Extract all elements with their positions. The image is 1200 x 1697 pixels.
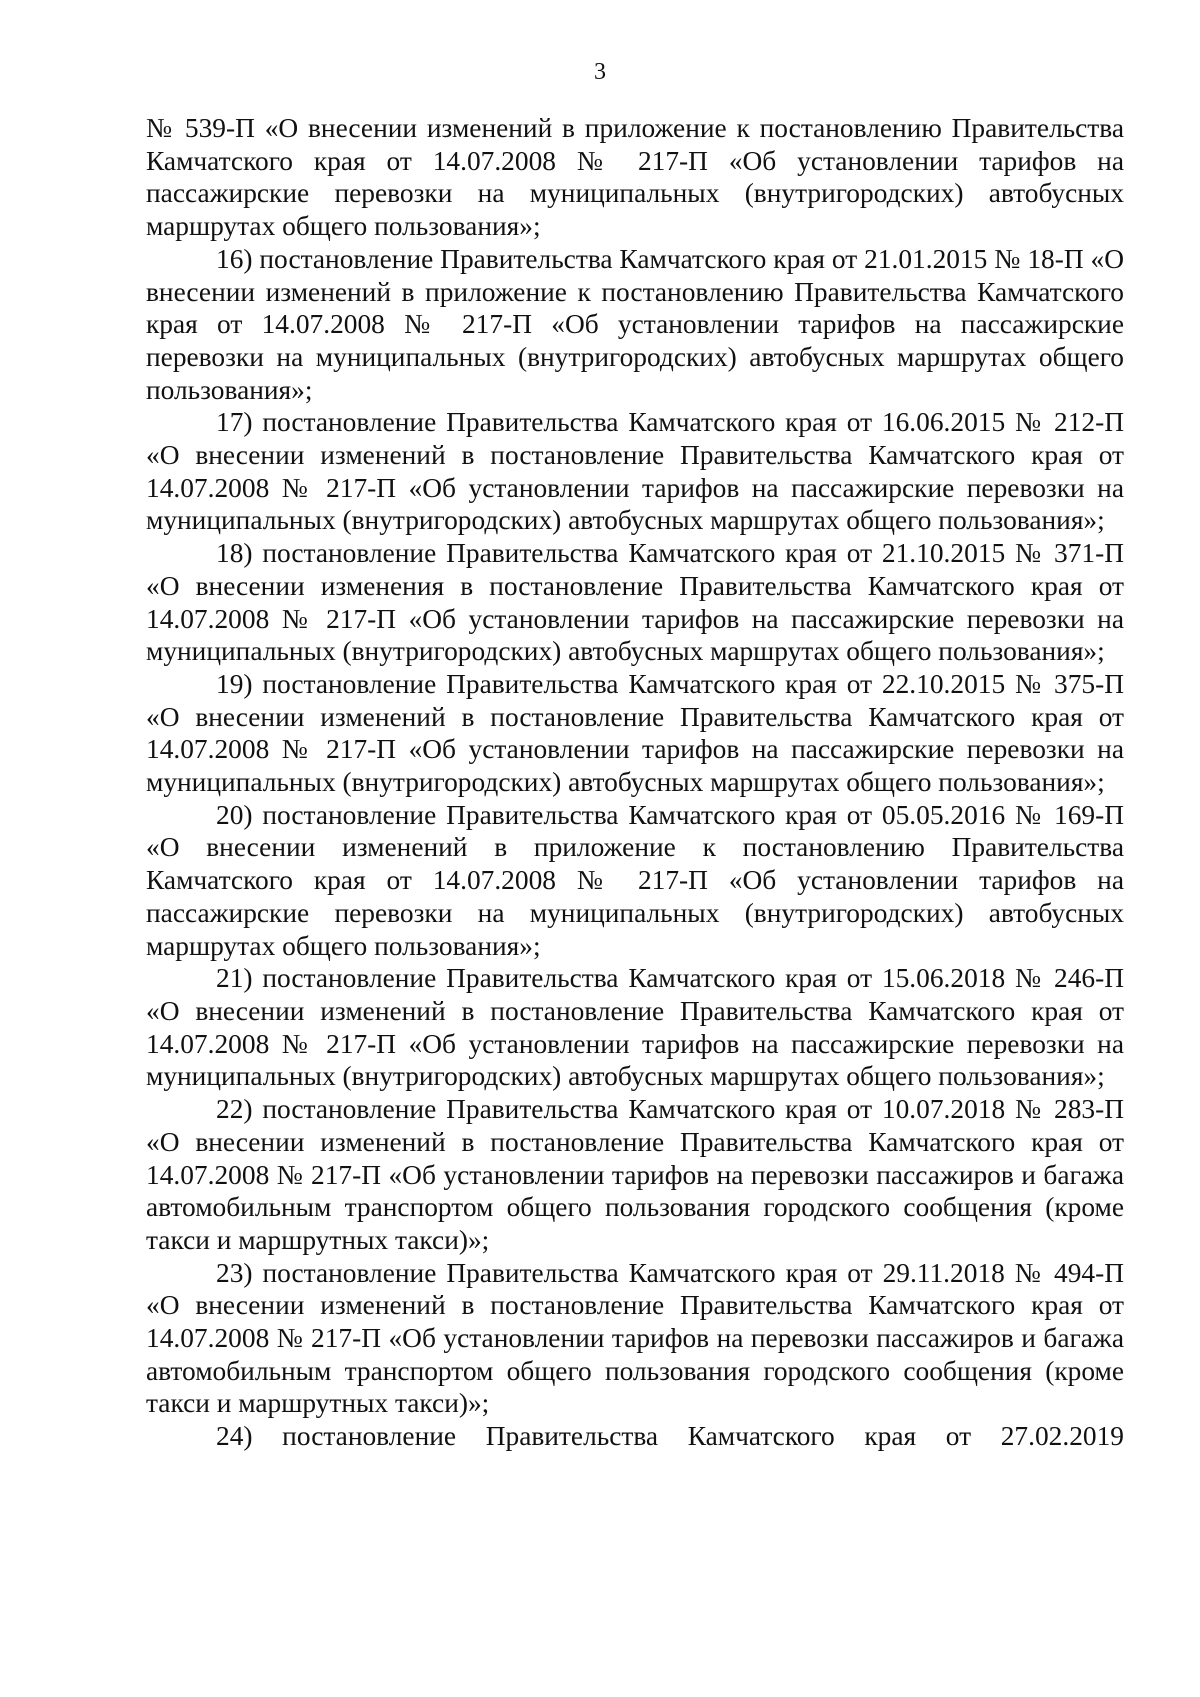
list-item: 23) постановление Правительства Камчатского края от 29.11.2018 № 494-П «О внесении изменений в постановление Правительства Камчатского края от 14.07.2008 № 217-П «Об установлении тарифов на перевозки пассажиров и багажа автомобильным транспортом общего пользования городского сообщения (кроме такси и маршрутных такси)»; — [146, 1257, 1124, 1419]
paragraph: № 539-П «О внесении изменений в приложение к постановлению Правительства Камчатского края от 14.07.2008 № 217-П «Об установлении тарифов на пассажирские перевозки на муниципальных (внутригородских) автобусных маршрутах общего пользования»; — [146, 113, 1124, 242]
list-item: 17) постановление Правительства Камчатского края от 16.06.2015 № 212-П «О внесении изменений в постановление Правительства Камчатского края от 14.07.2008 № 217-П «Об установлении тарифов на пассажирские перевозки на муниципальных (внутригородских) автобусных маршрутах общего пользования»; — [146, 407, 1124, 536]
document-body — [146, 112, 1124, 1453]
list-item: 22) постановление Правительства Камчатского края от 10.07.2018 № 283-П «О внесении изменений в постановление Правительства Камчатского края от 14.07.2008 № 217-П «Об установлении тарифов на перевозки пассажиров и багажа автомобильным транспортом общего пользования городского сообщения (кроме такси и маршрутных такси)»; — [146, 1094, 1124, 1255]
list-item: 19) постановление Правительства Камчатского края от 22.10.2015 № 375-П «О внесении изменений в постановление Правительства Камчатского края от 14.07.2008 № 217-П «Об установлении тарифов на пассажирские перевозки на муниципальных (внутригородских) автобусных маршрутах общего пользования»; — [146, 668, 1124, 798]
list-item: 20) постановление Правительства Камчатского края от 05.05.2016 № 169-П «О внесении изменений в приложение к постановлению Правительства Камчатского края от 14.07.2008 № 217-П «Об установлении тарифов на пассажирские перевозки на муниципальных (внутригородских) автобусных маршрутах общего пользования»; — [146, 799, 1124, 961]
page-number: 3 — [594, 59, 606, 85]
list-item: 16) постановление Правительства Камчатского края от 21.01.2015 № 18-П «О внесении изменений в приложение к постановлению Правительства Камчатского края от 14.07.2008 № 217-П «Об установлении тарифов на пассажирские перевозки на муниципальных (внутригородских) автобусных маршрутах общего пользования»; — [146, 243, 1124, 405]
list-item: 24) постановление Правительства Камчатского края от 27.02.2019 — [216, 1421, 1124, 1452]
list-item: 18) постановление Правительства Камчатского края от 21.10.2015 № 371-П «О внесении изменения в постановление Правительства Камчатского края от 14.07.2008 № 217-П «Об установлении тарифов на пассажирские перевозки на муниципальных (внутригородских) автобусных маршрутах общего пользования»; — [146, 538, 1124, 667]
list-item: 21) постановление Правительства Камчатского края от 15.06.2018 № 246-П «О внесении изменений в постановление Правительства Камчатского края от 14.07.2008 № 217-П «Об установлении тарифов на пассажирские перевозки на муниципальных (внутригородских) автобусных маршрутах общего пользования»; — [146, 963, 1124, 1092]
